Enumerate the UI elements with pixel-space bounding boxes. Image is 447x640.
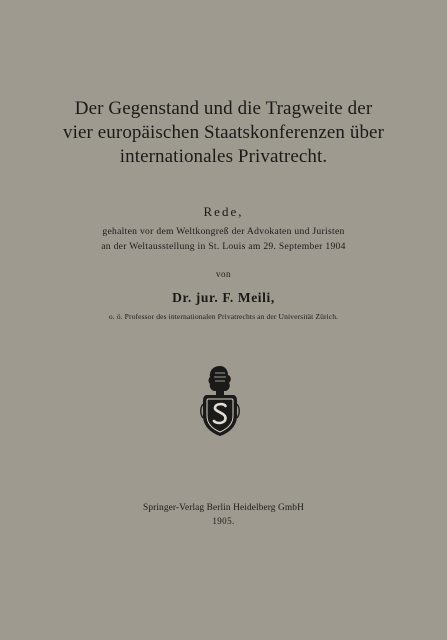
author-affiliation: o. ö. Professor des internationalen Privatrechts an der Universität Zürich.: [108, 312, 339, 321]
von-label: von: [216, 269, 231, 279]
springer-knight-logo-icon: [199, 364, 241, 438]
title-line-1: Der Gegenstand und die Tragweite der: [74, 98, 373, 119]
author-name: Dr. jur. F. Meili,: [172, 290, 275, 305]
publisher-name: Springer-Verlag Berlin Heidelberg GmbH: [143, 503, 304, 513]
subtitle-line-1: gehalten vor dem Weltkongreß der Advokaten und Juristen: [102, 226, 345, 237]
title-line-2: vier europäischen Staatskonferenzen über: [62, 122, 385, 143]
rede-heading: Rede,: [203, 204, 244, 219]
subtitle-line-2: an der Weltausstellung in St. Louis am 29. September 1904: [101, 241, 346, 252]
title-line-3: internationales Privatrecht.: [119, 146, 328, 167]
publication-year: 1905.: [212, 516, 235, 526]
